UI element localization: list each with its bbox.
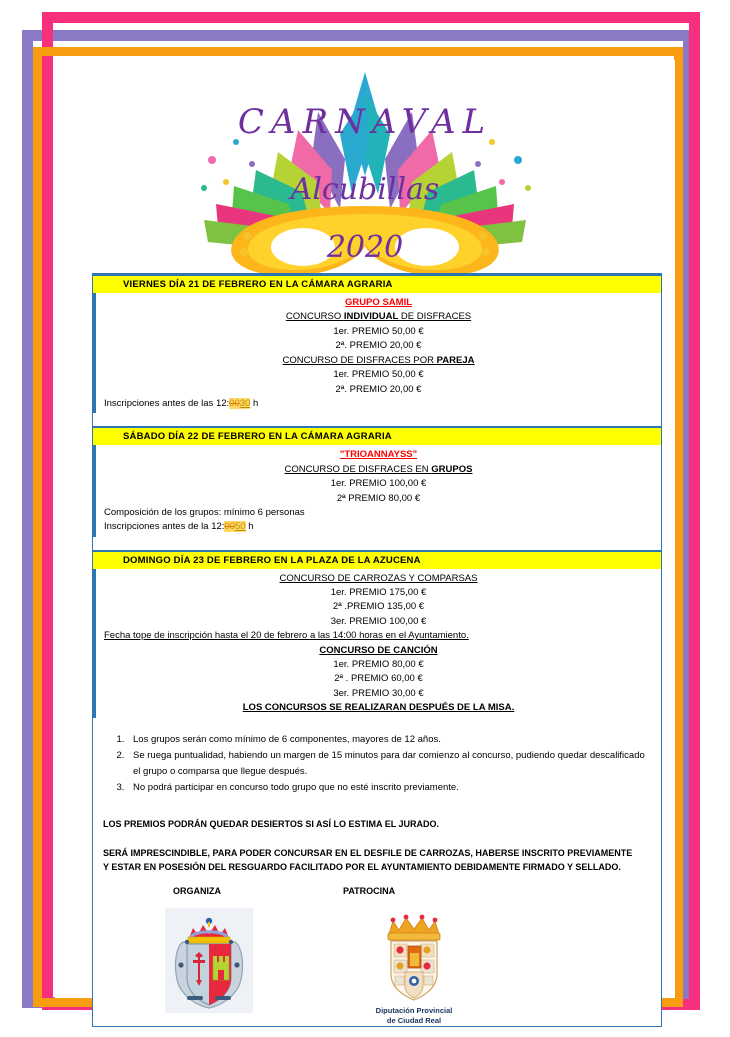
deadline-old-value: 00 <box>229 398 240 410</box>
masthead <box>55 60 675 272</box>
section-spacer <box>93 413 661 426</box>
registration-deadline-note: Fecha tope de inscripción hasta el 20 de febrero a las 14:00 horas en el Ayuntamiento. <box>104 630 469 642</box>
prize-line: 1er. PREMIO 175,00 € <box>330 587 427 598</box>
diputacion-caption-line2: de Ciudad Real <box>386 1016 442 1026</box>
contest-title-grupos: CONCURSO DE DISFRACES EN GRUPOS <box>284 463 473 475</box>
rules-list <box>93 732 661 796</box>
section-header-sabado: SÁBADO DÍA 22 DE FEBRERO EN LA CÁMARA AGRARIA <box>93 426 661 445</box>
logos-area <box>93 886 661 1026</box>
contest-title-individual: CONCURSO INDIVIDUAL DE DISFRACES <box>285 311 472 323</box>
section-header-domingo: DOMINGO DÍA 23 DE FEBRERO EN LA PLAZA DE LA AZUCENA <box>93 550 661 569</box>
rule-item: 2. Se ruega puntualidad, habiendo un margen de 15 minutos para dar comienzo al concurso, pudiendo quedar descalificado el grupo o comparsa que llegue después. <box>127 748 647 779</box>
prize-line: 2ª .PREMIO 135,00 € <box>332 601 425 613</box>
program-content-box <box>92 273 662 1027</box>
inscription-deadline-viernes: Inscripciones antes de las 12:0030 h <box>104 398 259 410</box>
poster-title: CARNAVAL <box>237 102 493 142</box>
section-header-viernes: VIERNES DÍA 21 DE FEBRERO EN LA CÁMARA AGRARIA <box>93 274 661 293</box>
inscription-deadline-sabado: Inscripciones antes de la 12:0050 h <box>104 521 254 533</box>
section-body-viernes <box>93 293 661 413</box>
patrocina-label: PATROCINA <box>343 886 396 897</box>
diputacion-caption <box>351 1006 477 1026</box>
organiza-label: ORGANIZA <box>173 886 221 897</box>
prize-line: 2ª PREMIO 80,00 € <box>336 492 421 504</box>
note-requirement-line1: SERÁ IMPRESCINDIBLE, PARA PODER CONCURSAR EN EL DESFILE DE CARROZAS, HABERSE INSCRITO PREVIAMENTE <box>103 847 633 858</box>
section-body-sabado <box>93 445 661 536</box>
prize-line: 2ª. PREMIO 20,00 € <box>335 340 422 352</box>
diputacion-coat-of-arms-icon <box>375 908 453 1004</box>
prize-line: 3er. PREMIO 30,00 € <box>333 687 424 699</box>
contest-title-pareja: CONCURSO DE DISFRACES POR PAREJA <box>282 354 475 366</box>
deadline-new-value: 50 <box>234 521 246 533</box>
prize-line: 1er. PREMIO 50,00 € <box>333 325 424 337</box>
deadline-old-value: 00 <box>224 521 235 533</box>
rule-item: 1. Los grupos serán como mínimo de 6 componentes, mayores de 12 años. <box>127 732 647 747</box>
note-prizes-may-be-void: LOS PREMIOS PODRÁN QUEDAR DESIERTOS SI ASÍ LO ESTIMA EL JURADO. <box>103 819 440 830</box>
group-name-sabado: "TRIOANNAYSS" <box>339 449 418 461</box>
group-composition-note: Composición de los grupos: mínimo 6 personas <box>104 507 305 519</box>
contests-after-mass-note: LOS CONCURSOS SE REALIZARAN DESPUÉS DE LA MISA. <box>242 702 515 714</box>
rule-item: 3. No podrá participar en concurso todo grupo que no esté inscrito previamente. <box>127 780 647 795</box>
poster-year: 2020 <box>326 230 404 265</box>
prize-line: 1er. PREMIO 80,00 € <box>333 659 424 670</box>
poster-page <box>55 60 675 1026</box>
alcubillas-coat-of-arms-icon <box>165 908 253 1013</box>
prize-line: 2ª . PREMIO 60,00 € <box>334 673 423 685</box>
prize-line: 2ª. PREMIO 20,00 € <box>335 383 422 395</box>
diputacion-caption-line1: Diputación Provincial <box>375 1006 453 1016</box>
deadline-new-value: 30 <box>239 398 251 410</box>
prize-line: 1er. PREMIO 100,00 € <box>330 478 427 490</box>
note-requirement-line2: Y ESTAR EN POSESIÓN DEL RESGUARDO FACILITADO POR EL AYUNTAMIENTO DEBIDAMENTE FIRMADO Y SELLADO. <box>103 862 621 873</box>
section-body-domingo <box>93 569 661 718</box>
group-name-viernes: GRUPO SAMIL <box>344 297 413 308</box>
contest-title-cancion: CONCURSO DE CANCIÓN <box>319 644 438 656</box>
prize-line: 1er. PREMIO 50,00 € <box>333 369 424 381</box>
poster-subtitle: Alcubillas <box>290 172 440 207</box>
prize-line: 3er. PREMIO 100,00 € <box>330 615 427 627</box>
contest-title-carrozas: CONCURSO DE CARROZAS Y COMPARSAS <box>279 572 478 584</box>
section-spacer <box>93 537 661 550</box>
